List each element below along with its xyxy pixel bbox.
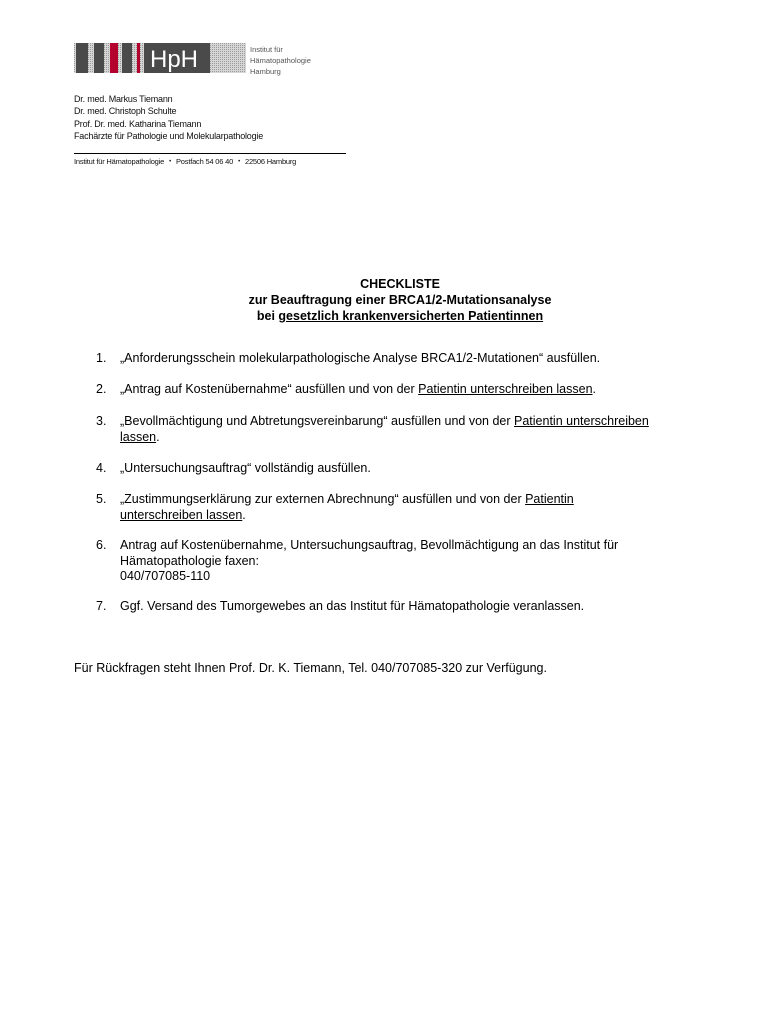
sender-divider — [74, 153, 346, 154]
logo-institute-line: Institut für — [250, 45, 283, 54]
logo-bar-2 — [94, 43, 104, 73]
item-text: „Bevollmächtigung und Abtretungsvereinbarung“ ausfüllen und von der — [120, 414, 515, 428]
checklist-item-6 — [96, 538, 618, 585]
sender-address — [74, 157, 296, 167]
item-text-line: Hämatopathologie faxen: — [120, 553, 259, 568]
item-text: „Untersuchungsauftrag“ vollständig ausfüllen. — [120, 461, 371, 475]
checklist-item-7 — [96, 599, 584, 615]
item-number: 4. — [96, 461, 107, 475]
item-text-line: Antrag auf Kostenübernahme, Untersuchungsauftrag, Bevollmächtigung an das Institut für — [120, 538, 619, 552]
title-prefix: bei — [256, 309, 279, 323]
item-number: 6. — [96, 538, 107, 552]
title-line-1: CHECKLISTE — [360, 277, 440, 291]
item-text: „Zustimmungserklärung zur externen Abrechnung“ ausfüllen und von der — [120, 492, 526, 506]
sender-institute: Institut für Hämatopathologie — [74, 157, 165, 166]
checklist-item-1 — [96, 351, 600, 367]
item-underlined-line2: lassen — [120, 429, 157, 444]
item-number: 7. — [96, 599, 107, 613]
checklist-item-2 — [96, 382, 596, 398]
sender-city: 22506 Hamburg — [244, 157, 297, 166]
item-text: „Antrag auf Kostenübernahme“ ausfüllen und von der — [120, 382, 419, 396]
doctor-specialty: Fachärzte für Pathologie und Molekularpathologie — [74, 130, 264, 141]
item-suffix: . — [156, 429, 160, 444]
bullet-icon: • — [238, 159, 240, 165]
doctor-name: Prof. Dr. med. Katharina Tiemann — [74, 118, 202, 129]
fax-number: 040/707085-110 — [120, 569, 211, 583]
item-number: 2. — [96, 382, 107, 396]
logo-bar-red-2 — [137, 43, 140, 73]
title-line-2: zur Beauftragung einer BRCA1/2-Mutationsanalyse — [248, 293, 552, 307]
item-underlined: Patientin unterschreiben — [514, 414, 649, 428]
title-line-3 — [0, 308, 770, 324]
item-number: 5. — [96, 492, 107, 506]
document-title — [0, 276, 770, 324]
checklist-item-5 — [96, 492, 574, 523]
doctors-list — [74, 93, 263, 142]
item-underlined-line2: unterschreiben lassen — [120, 507, 243, 522]
logo-letters: HpH — [150, 46, 199, 73]
logo-institute-line: Hamburg — [250, 67, 281, 76]
checklist-item-4 — [96, 461, 371, 477]
title-underlined: gesetzlich krankenversicherten Patientinnen — [278, 309, 544, 323]
logo-bar-3 — [122, 43, 132, 73]
logo-bar-1 — [76, 43, 88, 73]
item-underlined: Patientin — [525, 492, 574, 506]
doctor-name: Dr. med. Markus Tiemann — [74, 94, 173, 104]
bullet-icon: • — [169, 159, 171, 165]
logo-institute-line: Hämatopathologie — [250, 56, 311, 65]
logo-institute-text — [250, 44, 311, 77]
item-number: 3. — [96, 414, 107, 428]
item-suffix: . — [242, 507, 246, 522]
logo-bar-red-1 — [110, 43, 118, 73]
item-text: „Anforderungsschein molekularpathologische Analyse BRCA1/2-Mutationen“ ausfüllen. — [120, 351, 601, 365]
item-suffix: . — [592, 382, 597, 396]
doctor-name: Dr. med. Christoph Schulte — [74, 106, 177, 117]
contact-note: Für Rückfragen steht Ihnen Prof. Dr. K. Tiemann, Tel. 040/707085-320 zur Verfügung. — [74, 661, 547, 675]
item-text: Ggf. Versand des Tumorgewebes an das Institut für Hämatopathologie veranlassen. — [120, 599, 585, 613]
sender-postbox: Postfach 54 06 40 — [176, 157, 234, 166]
item-underlined: Patientin unterschreiben lassen — [418, 382, 593, 396]
checklist-item-3 — [96, 414, 649, 445]
item-number: 1. — [96, 351, 107, 365]
